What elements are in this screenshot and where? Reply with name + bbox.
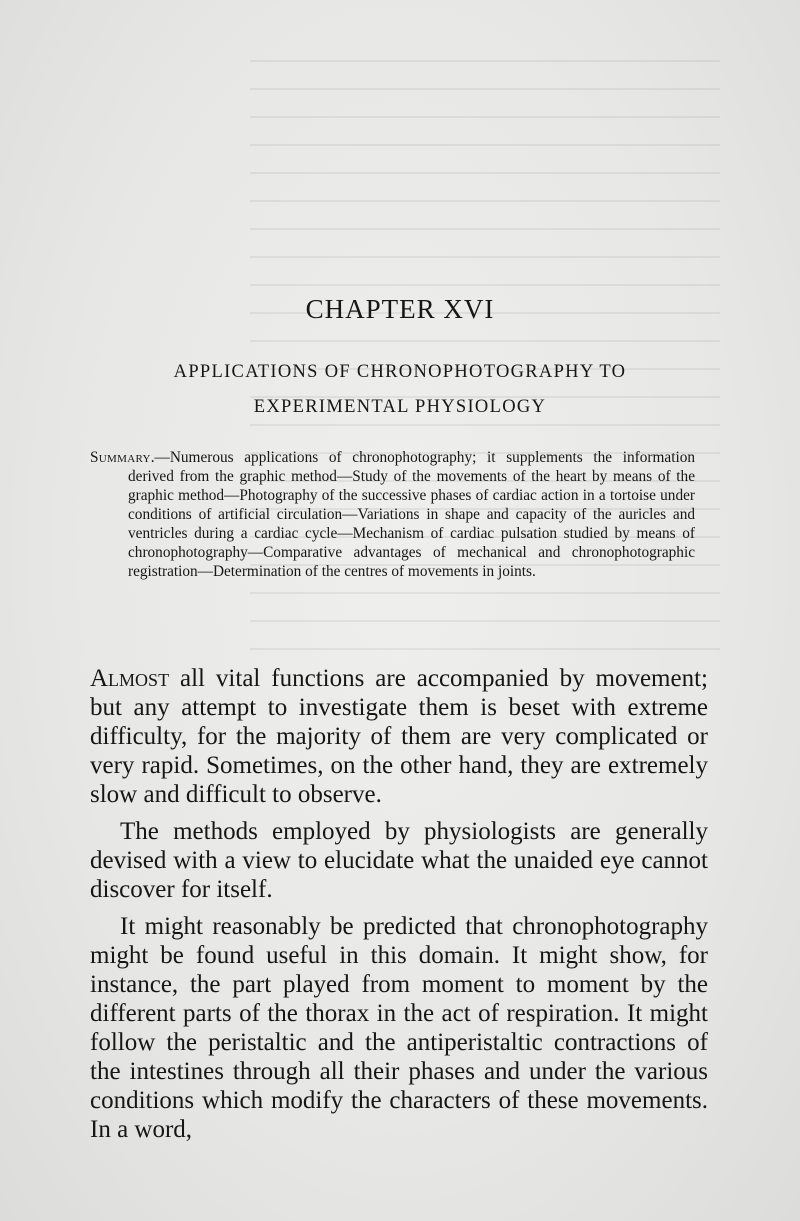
paragraph-2: The methods employed by physiologists are generally devised with a view to elucidate what the unaided eye cannot discover for itself. [90, 818, 708, 903]
summary-text: .—Numerous applications of chronophotography; it supplements the information derived from the graphic method—Study of the movements of the heart by means of the graphic method—Photography of the successive phases of cardiac action in a tortoise under conditions of artificial circulation—Variations in shape and capacity of the auricles and ventricles during a cardiac cycle—Mechanism of cardiac pulsation studied by means of chronophotography—Comparative advantages of mechanical and chronophotographic registration—Determination of the centres of movements in joints. [128, 449, 695, 580]
paragraph-1 [90, 664, 708, 809]
body-text [90, 664, 708, 1152]
chapter-title: CHAPTER XVI [305, 294, 495, 324]
paragraph-1-text: all vital functions are accompanied by movement; but any attempt to investigate them is beset with extreme difficulty, for the majority of them are very complicated or very rapid. Sometimes, on the other hand, they are extremely slow and difficult to observe. [90, 665, 708, 808]
paragraph-3: It might reasonably be predicted that chronophotography might be found useful in this domain. It might show, for instance, the part played from moment to moment by the different parts of the thorax in the act of respiration. It might follow the peristaltic and the antiperistaltic contractions of the intestines through all their phases and under the various conditions which modify the characters of these movements. In a word, [90, 913, 708, 1143]
chapter-subtitle-line-1: APPLICATIONS OF CHRONOPHOTOGRAPHY TO [173, 362, 627, 382]
chapter-summary [90, 448, 695, 581]
paragraph-1-lead: Almost [90, 665, 170, 692]
chapter-subtitle-line-2: EXPERIMENTAL PHYSIOLOGY [253, 397, 547, 417]
summary-label: Summary [90, 449, 151, 466]
chapter-subtitle [0, 355, 800, 425]
